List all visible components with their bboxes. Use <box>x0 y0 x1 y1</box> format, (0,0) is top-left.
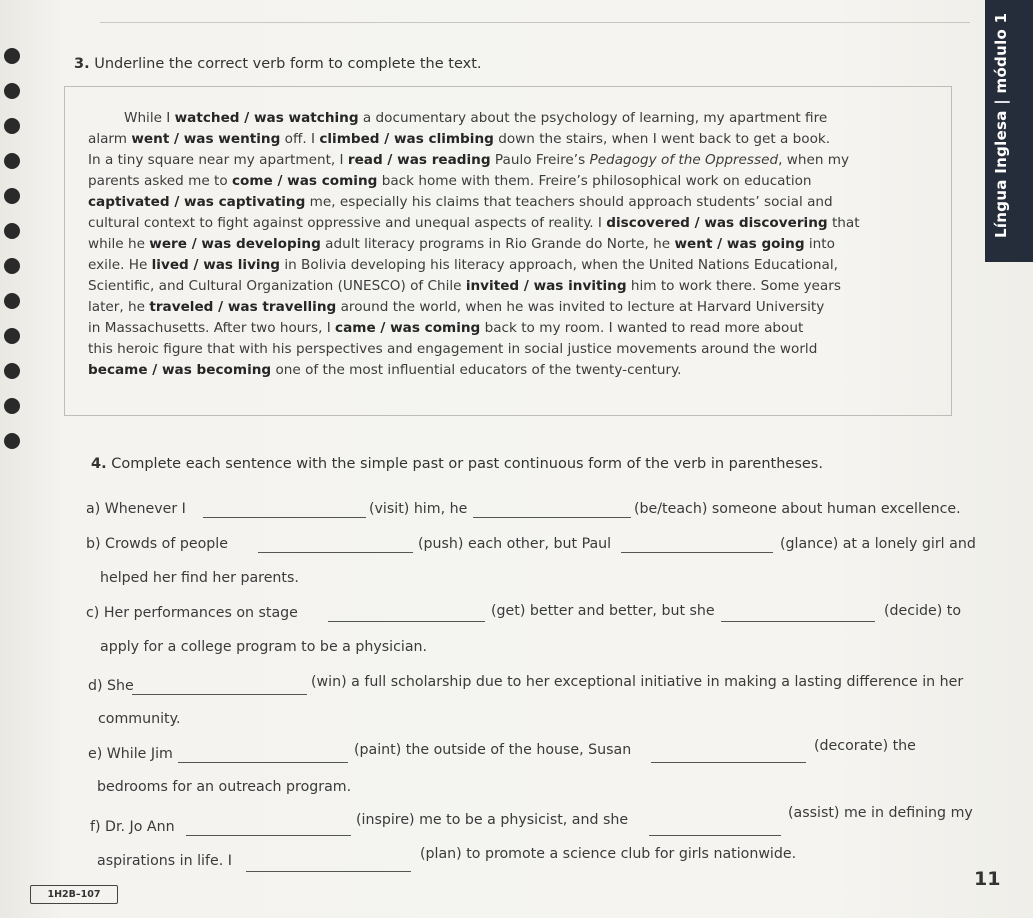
item-a-blank-1[interactable] <box>203 503 366 518</box>
item-c-blank-1[interactable] <box>328 607 485 622</box>
binder-hole <box>4 48 20 64</box>
item-c-text: (decide) to <box>884 603 962 619</box>
exercise-3-instruction: Underline the correct verb form to complete the text. <box>94 56 482 72</box>
item-e-blank-2[interactable] <box>651 748 806 763</box>
binder-hole <box>4 328 20 344</box>
verb-choice[interactable]: lived / was living <box>151 257 281 273</box>
binder-hole <box>4 433 20 449</box>
text-line: parents asked me to come / was coming back home with them. Freire’s philosophical work on education <box>88 173 812 189</box>
module-label: Língua Inglesa | módulo 1 <box>992 12 1010 238</box>
item-f-text: f) Dr. Jo Ann <box>90 819 175 835</box>
verb-choice[interactable]: captivated / was captivating <box>88 194 306 210</box>
verb-choice[interactable]: became / was becoming <box>88 362 272 378</box>
binder-hole <box>4 293 20 309</box>
item-e-text: bedrooms for an outreach program. <box>97 779 352 795</box>
item-c-text: (get) better and better, but she <box>491 603 715 619</box>
text-line: captivated / was captivating me, especially his claims that teachers should approach students’ social and <box>88 194 833 210</box>
item-f-text: (plan) to promote a science club for girls nationwide. <box>420 846 797 862</box>
item-d-text: (win) a full scholarship due to her exceptional initiative in making a lasting difference in her <box>311 674 964 690</box>
item-f-blank-2[interactable] <box>649 821 781 836</box>
item-e-text: (paint) the outside of the house, Susan <box>354 742 632 758</box>
verb-choice[interactable]: discovered / was discovering <box>606 215 828 231</box>
exercise-3-paragraph <box>88 108 958 381</box>
binder-hole <box>4 153 20 169</box>
verb-choice[interactable]: read / was reading <box>347 152 491 168</box>
item-c-text: apply for a college program to be a physician. <box>100 639 428 655</box>
text-line: While I watched / was watching a documentary about the psychology of learning, my apartment fire <box>124 110 828 126</box>
item-d-blank-1[interactable] <box>132 680 307 695</box>
exercise-4-instruction: Complete each sentence with the simple past or past continuous form of the verb in parentheses. <box>111 456 823 472</box>
item-f-text: (assist) me in defining my <box>788 805 973 821</box>
verb-choice[interactable]: watched / was watching <box>174 110 359 126</box>
verb-choice[interactable]: invited / was inviting <box>465 278 627 294</box>
top-rule <box>100 22 970 23</box>
text-line: In a tiny square near my apartment, I read / was reading Paulo Freire’s Pedagogy of the Oppressed, when my <box>88 152 850 168</box>
item-e-blank-1[interactable] <box>178 748 348 763</box>
verb-choice[interactable]: were / was developing <box>149 236 321 252</box>
binder-hole <box>4 363 20 379</box>
text-line: Scientific, and Cultural Organization (UNESCO) of Chile invited / was inviting him to work there. Some years <box>88 278 841 294</box>
exercise-4-heading <box>91 456 823 472</box>
verb-choice[interactable]: came / was coming <box>335 320 481 336</box>
text-line: exile. He lived / was living in Bolivia developing his literacy approach, when the United Nations Educational, <box>88 257 838 273</box>
binder-hole <box>4 398 20 414</box>
text-line: in Massachusetts. After two hours, I came / was coming back to my room. I wanted to read more about <box>88 320 804 336</box>
item-f-blank-1[interactable] <box>186 821 351 836</box>
item-b-blank-1[interactable] <box>258 538 413 553</box>
item-b-text: helped her find her parents. <box>100 570 299 586</box>
item-c-text: c) Her performances on stage <box>86 605 298 621</box>
item-f-text: aspirations in life. I <box>97 853 232 869</box>
text-line: became / was becoming one of the most influential educators of the twenty-century. <box>88 362 682 378</box>
text-line: while he were / was developing adult literacy programs in Rio Grande do Norte, he went / was going into <box>88 236 835 252</box>
page-code-label: 1H2B–107 <box>30 885 118 904</box>
item-f-blank-3[interactable] <box>246 857 411 872</box>
item-a-text: a) Whenever I <box>86 501 186 517</box>
item-e-text: e) While Jim <box>88 746 173 762</box>
exercise-3-number: 3. <box>74 56 90 72</box>
item-a-text: (be/teach) someone about human excellence. <box>634 501 961 517</box>
verb-choice[interactable]: went / was going <box>674 236 805 252</box>
item-e-text: (decorate) the <box>814 738 916 754</box>
item-b-text: b) Crowds of people <box>86 536 228 552</box>
text-line: alarm went / was wenting off. I climbed / was climbing down the stairs, when I went back to get a book. <box>88 131 831 147</box>
item-b-text: (push) each other, but Paul <box>418 536 612 552</box>
item-b-text: (glance) at a lonely girl and <box>780 536 976 552</box>
item-f-text: (inspire) me to be a physicist, and she <box>356 812 629 828</box>
book-title: Pedagogy of the Oppressed <box>589 152 779 168</box>
verb-choice[interactable]: climbed / was climbing <box>319 131 494 147</box>
item-d-text: community. <box>98 711 181 727</box>
binder-hole <box>4 223 20 239</box>
verb-choice[interactable]: traveled / was travelling <box>149 299 337 315</box>
binder-hole <box>4 83 20 99</box>
item-c-blank-2[interactable] <box>721 607 875 622</box>
text-line: later, he traveled / was travelling around the world, when he was invited to lecture at Harvard University <box>88 299 825 315</box>
binder-holes <box>0 0 30 918</box>
exercise-4-number: 4. <box>91 456 107 472</box>
item-b-blank-2[interactable] <box>621 538 773 553</box>
exercise-3-heading <box>74 56 482 72</box>
item-a-text: (visit) him, he <box>369 501 468 517</box>
verb-choice[interactable]: come / was coming <box>231 173 378 189</box>
page-number: 11 <box>974 868 1001 890</box>
text-line: this heroic figure that with his perspectives and engagement in social justice movements around the world <box>88 341 818 357</box>
binder-hole <box>4 258 20 274</box>
binder-hole <box>4 118 20 134</box>
item-a-blank-2[interactable] <box>473 503 631 518</box>
text-line: cultural context to fight against oppressive and unequal aspects of reality. I discovered / was discovering that <box>88 215 860 231</box>
verb-choice[interactable]: went / was wenting <box>131 131 281 147</box>
binder-hole <box>4 188 20 204</box>
item-d-text: d) She <box>88 678 134 694</box>
